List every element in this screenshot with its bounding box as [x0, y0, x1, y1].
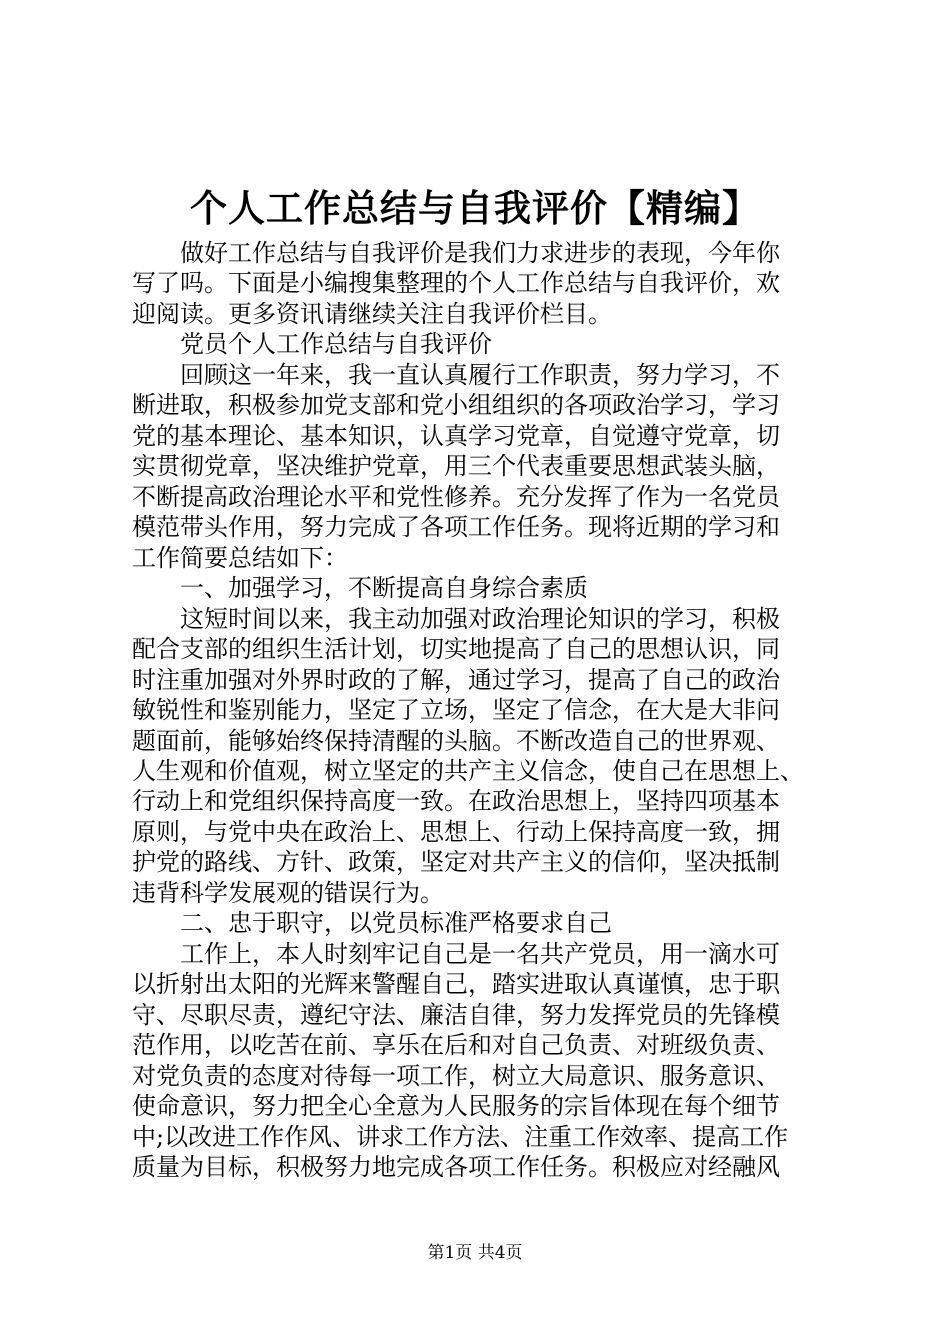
- text-line: 以折射出太阳的光辉来警醒自己，踏实进取认真谨慎，忠于职: [132, 970, 780, 999]
- text-line: 护党的路线、方针、政策，坚定对共产主义的信仰，坚决抵制: [132, 848, 780, 877]
- text-line: 二、忠于职守，以党员标准严格要求自己: [132, 909, 612, 938]
- text-line: 做好工作总结与自我评价是我们力求进步的表现，今年你: [132, 239, 780, 267]
- text-line: 违背科学发展观的错误行为。: [132, 878, 444, 907]
- text-line: 敏锐性和鉴别能力，坚定了立场，坚定了信念，在大是大非问: [132, 696, 780, 725]
- text-line: 工作上，本人时刻牢记自己是一名共产党员，用一滴水可: [132, 939, 780, 968]
- text-line: 实贯彻党章，坚决维护党章，用三个代表重要思想武装头脑，: [132, 452, 780, 481]
- text-line: 模范带头作用，努力完成了各项工作任务。现将近期的学习和: [132, 513, 780, 542]
- text-line: 题面前，能够始终保持清醒的头脑。不断改造自己的世界观、: [132, 726, 780, 755]
- text-line: 不断提高政治理论水平和党性修养。充分发挥了作为一名党员: [132, 482, 780, 511]
- page-footer: 第1页 共4页: [427, 1243, 523, 1263]
- text-line: 原则，与党中央在政治上、思想上、行动上保持高度一致，拥: [132, 817, 780, 846]
- text-line: 写了吗。下面是小编搜集整理的个人工作总结与自我评价，欢: [132, 269, 780, 298]
- text-line: 党员个人工作总结与自我评价: [132, 330, 492, 359]
- text-line: 迎阅读。更多资讯请继续关注自我评价栏目。: [132, 299, 612, 328]
- text-line: 党的基本理论、基本知识，认真学习党章，自觉遵守党章，切: [132, 421, 780, 450]
- text-line: 一、加强学习，不断提高自身综合素质: [132, 574, 588, 603]
- text-line: 工作简要总结如下：: [132, 543, 348, 572]
- text-line: 使命意识，努力把全心全意为人民服务的宗旨体现在每个细节: [132, 1092, 780, 1121]
- text-line: 对党负责的态度对待每一项工作，树立大局意识、服务意识、: [132, 1061, 780, 1090]
- document-title: 个人工作总结与自我评价【精编】: [190, 186, 760, 230]
- text-line: 这短时间以来，我主动加强对政治理论知识的学习，积极: [132, 604, 780, 633]
- text-line: 时注重加强对外界时政的了解，通过学习，提高了自己的政治: [132, 665, 780, 694]
- text-line: 人生观和价值观，树立坚定的共产主义信念，使自己在思想上、: [132, 756, 804, 785]
- text-line: 断进取，积极参加党支部和党小组组织的各项政治学习，学习: [132, 391, 780, 420]
- text-line: 范作用，以吃苦在前、享乐在后和对自己负责、对班级负责、: [132, 1031, 780, 1060]
- text-line: 配合支部的组织生活计划，切实地提高了自己的思想认识，同: [132, 635, 780, 664]
- text-line: 质量为目标，积极努力地完成各项工作任务。积极应对经融风: [132, 1153, 780, 1182]
- text-line: 守、尽职尽责，遵纪守法、廉洁自律，努力发挥党员的先锋模: [132, 1000, 780, 1029]
- text-line: 行动上和党组织保持高度一致。在政治思想上，坚持四项基本: [132, 787, 780, 816]
- text-line: 中;以改进工作作风、讲求工作方法、注重工作效率、提高工作: [132, 1122, 789, 1151]
- text-line: 回顾这一年来，我一直认真履行工作职责，努力学习，不: [132, 360, 780, 389]
